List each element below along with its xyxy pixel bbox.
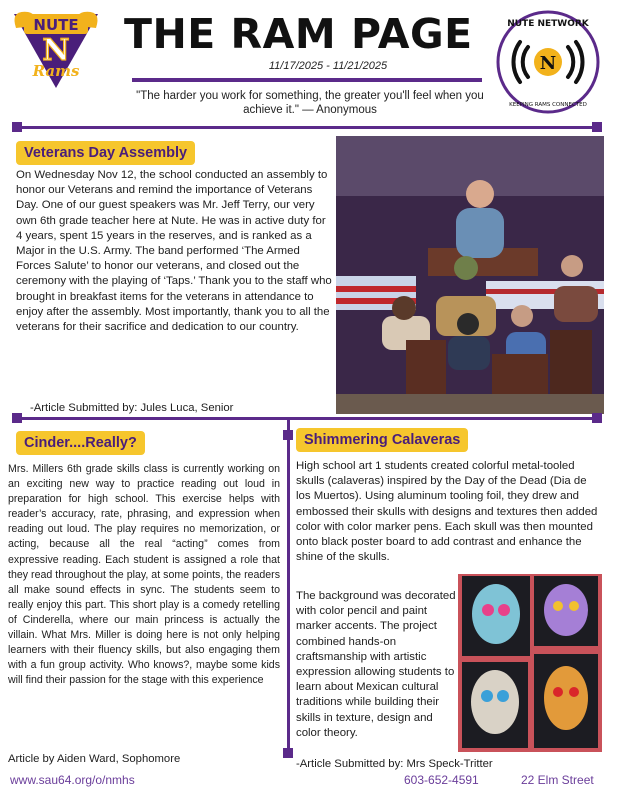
svg-text:NUTE NETWORK: NUTE NETWORK bbox=[507, 19, 589, 29]
veterans-body: On Wednesday Nov 12, the school conducted an assembly to honor our Veterans and remind the importance of Veterans Day. One of our guest speakers was Mr. Jeff Terry, our very own 6th grade teacher here at Nute. He was in active duty for 4 years, spent 15 years in the reserves, and is ranked as a Major in the U.S. Army. The band performed ‘The Armed Forces Salute’ to honor our veterans, and closed out the ceremony with the playing of ‘Taps.’ Thank you to the staff who brought in breakfast items for the veterans in attendance to enjoy after the assembly. Most importantly, thank you to all the veterans for their sacrifice and dedication to our country. bbox=[16, 169, 332, 334]
nute-rams-logo bbox=[10, 8, 102, 90]
svg-text:Rams: Rams bbox=[32, 62, 80, 80]
section-divider bbox=[14, 417, 602, 420]
calaveras-photo bbox=[458, 574, 602, 752]
svg-text:NUTE: NUTE bbox=[33, 16, 79, 34]
divider-endcap bbox=[592, 413, 602, 423]
quote-of-the-week: "The harder you work for something, the greater you'll feel when you achieve it." — Anonymous bbox=[136, 90, 484, 116]
veterans-heading: Veterans Day Assembly bbox=[16, 141, 195, 165]
street-address: 22 Elm Street bbox=[521, 773, 594, 787]
divider-endcap bbox=[283, 430, 293, 440]
website-link[interactable]: www.sau64.org/o/nmhs bbox=[10, 773, 135, 787]
nute-network-logo bbox=[486, 6, 610, 118]
cinder-credit: Article by Aiden Ward, Sophomore bbox=[8, 753, 181, 765]
calaveras-credit: -Article Submitted by: Mrs Speck-Tritter bbox=[296, 758, 493, 770]
date-range: 11/17/2025 - 11/21/2025 bbox=[268, 60, 388, 72]
newsletter-title: THE RAM PAGE bbox=[124, 10, 473, 58]
divider-endcap bbox=[592, 122, 602, 132]
svg-text:N: N bbox=[539, 53, 557, 74]
calaveras-heading: Shimmering Calaveras bbox=[296, 428, 468, 452]
svg-text:N: N bbox=[42, 33, 70, 68]
phone-number: 603-652-4591 bbox=[404, 773, 479, 787]
divider-endcap bbox=[12, 413, 22, 423]
veterans-credit: -Article Submitted by: Jules Luca, Senior bbox=[30, 402, 234, 414]
veterans-assembly-photo bbox=[336, 136, 604, 414]
divider-endcap bbox=[283, 748, 293, 758]
calaveras-body-top: High school art 1 students created colorful metal-tooled skulls (calaveras) inspired by the Day of the Dead (Dia de los Muertos). Using aluminum tooling foil, they drew and embossed their skulls with designs and textures then added color with color marker pens. Each skull was then mounted onto black poster board to add contrast and enhance the shine of the skulls. bbox=[296, 460, 598, 564]
section-divider bbox=[14, 126, 602, 129]
header-divider bbox=[132, 78, 482, 82]
divider-endcap bbox=[12, 122, 22, 132]
column-divider bbox=[287, 419, 290, 753]
svg-text:KEEPING RAMS CONNECTED: KEEPING RAMS CONNECTED bbox=[509, 102, 587, 108]
cinder-heading: Cinder....Really? bbox=[16, 431, 145, 455]
cinder-body: Mrs. Millers 6th grade skills class is currently working on an exciting new way to practice reading out loud in preparation for high school. This exercise helps with reader’s accuracy, rate, phrasing, and expression when reading out loud. The play requires no memorization, or acting, because all the real “acting” comes from expressive reading. Each student is assigned a role that they read throughout the play, at some points, the readers all make sound effects in sync. The students seem to really enjoy this part. This short play is a comedy retelling of Cinderella, where our main princess is actually the villain. What Mrs. Miller is doing here is not only helping learners with their fluency skills, but also engaging them with a fun group activity. Who knows?, maybe some kids will find their passion for the stage with this experience bbox=[8, 463, 280, 687]
calaveras-body-wrap: The background was decorated with color pencil and paint marker accents. The project combined hands-on craftsmanship with artistic expression allowing students to learn about Mexican cultural traditions while building their skills in texture, design and color theory. bbox=[296, 590, 456, 739]
